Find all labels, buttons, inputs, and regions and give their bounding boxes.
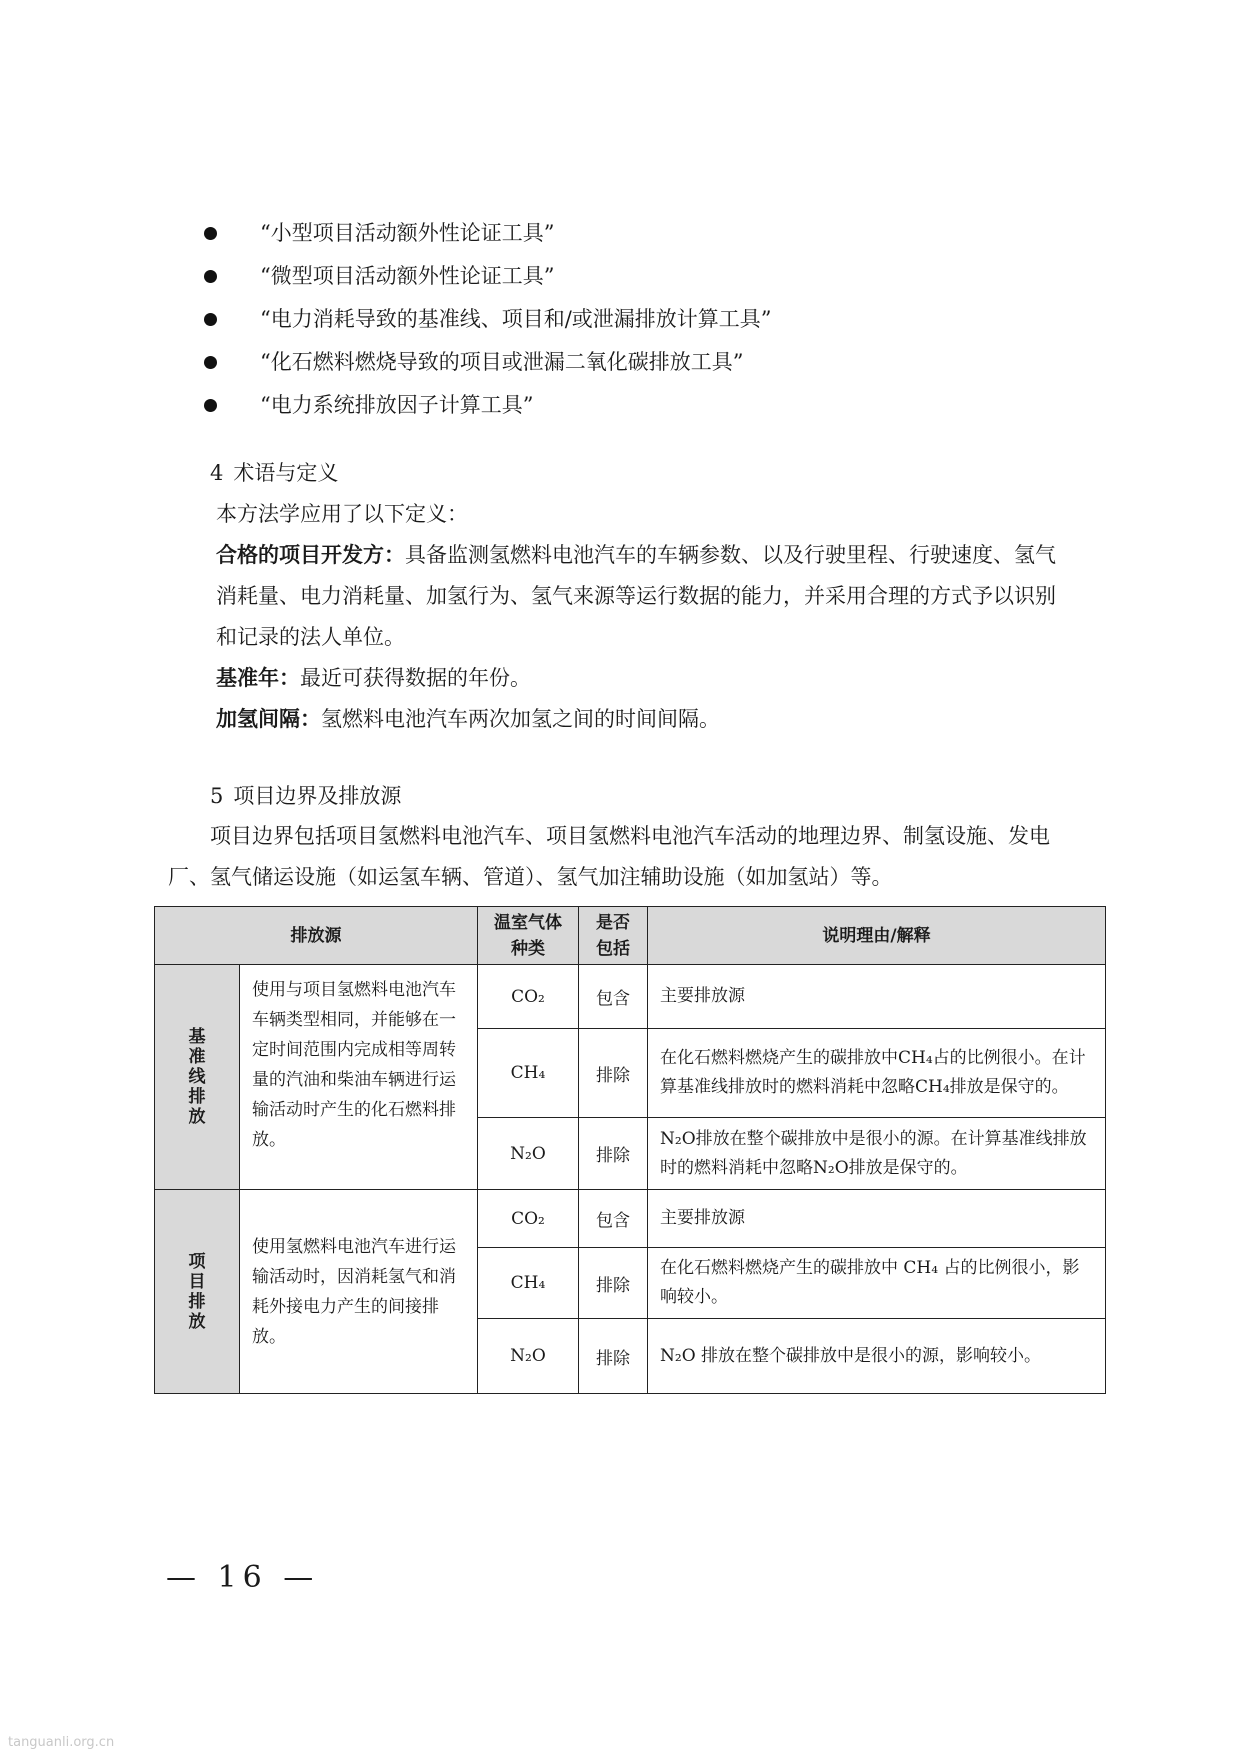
included-cell: 排除	[579, 1118, 648, 1190]
bullet-icon	[204, 270, 217, 283]
section-5-heading: 5 项目边界及排放源	[210, 784, 402, 808]
boundary-paragraph: 项目边界包括项目氢燃料电池汽车、项目氢燃料电池汽车活动的地理边界、制氢设施、发电 厂、氢气储运设施（如运氢车辆、管道）、氢气加注辅助设施（如加氢站）等。	[168, 824, 1050, 889]
gas-cell: N₂O	[478, 1319, 579, 1394]
note-cell: 在化石燃料燃烧产生的碳排放中CH₄占的比例很小。在计算基准线排放时的燃料消耗中忽略CH₄排放是保守的。	[648, 1029, 1106, 1118]
page-number: — 16 —	[166, 1560, 320, 1595]
bullet-icon	[204, 399, 217, 412]
definitions-intro: 本方法学应用了以下定义：	[216, 502, 468, 526]
definition-qualified-developer-cont: 消耗量、电力消耗量、加氢行为、氢气来源等运行数据的能力，并采用合理的方式予以识别	[216, 584, 1056, 608]
gas-cell: N₂O	[478, 1118, 579, 1190]
group-baseline-desc: 使用与项目氢燃料电池汽车车辆类型相同，并能够在一定时间范围内完成相等周转量的汽油和柴油车辆进行运输活动时产生的化石燃料排放。	[240, 965, 478, 1190]
watermark: tanguanli.org.cn	[8, 1735, 115, 1750]
definition-refuel-interval: 加氢间隔：氢燃料电池汽车两次加氢之间的时间间隔。	[216, 707, 720, 731]
note-cell: N₂O 排放在整个碳排放中是很小的源，影响较小。	[648, 1319, 1106, 1394]
list-item: “小型项目活动额外性论证工具”	[204, 212, 1104, 255]
note-cell: 在化石燃料燃烧产生的碳排放中 CH₄ 占的比例很小，影响较小。	[648, 1248, 1106, 1319]
group-project-desc: 使用氢燃料电池汽车进行运输活动时，因消耗氢气和消耗外接电力产生的间接排放。	[240, 1190, 478, 1394]
header-note: 说明理由/解释	[648, 907, 1106, 965]
tool-list	[204, 212, 1104, 427]
gas-cell: CH₄	[478, 1029, 579, 1118]
definition-base-year: 基准年：最近可获得数据的年份。	[216, 666, 531, 690]
definition-qualified-developer: 合格的项目开发方：具备监测氢燃料电池汽车的车辆参数、以及行驶里程、行驶速度、氢气	[216, 543, 1056, 567]
header-gas: 温室气体 种类	[478, 907, 579, 965]
included-cell: 包含	[579, 965, 648, 1029]
gas-cell: CO₂	[478, 1190, 579, 1248]
group-baseline-label: 基准线排放	[155, 965, 240, 1190]
included-cell: 包含	[579, 1190, 648, 1248]
list-item: “电力系统排放因子计算工具”	[204, 384, 1104, 427]
included-cell: 排除	[579, 1319, 648, 1394]
note-cell: 主要排放源	[648, 1190, 1106, 1248]
list-item: “电力消耗导致的基准线、项目和/或泄漏排放计算工具”	[204, 298, 1104, 341]
list-item: “微型项目活动额外性论证工具”	[204, 255, 1104, 298]
header-included: 是否 包括	[579, 907, 648, 965]
gas-cell: CH₄	[478, 1248, 579, 1319]
list-item: “化石燃料燃烧导致的项目或泄漏二氧化碳排放工具”	[204, 341, 1104, 384]
gas-cell: CO₂	[478, 965, 579, 1029]
included-cell: 排除	[579, 1248, 648, 1319]
section-4-heading: 4 术语与定义	[210, 461, 339, 485]
group-project-label: 项目排放	[155, 1190, 240, 1394]
definition-qualified-developer-cont: 和记录的法人单位。	[216, 625, 405, 649]
emission-source-table	[154, 906, 1106, 1394]
bullet-icon	[204, 227, 217, 240]
note-cell: N₂O排放在整个碳排放中是很小的源。在计算基准线排放时的燃料消耗中忽略N₂O排放是保守的。	[648, 1118, 1106, 1190]
table-row	[155, 965, 1106, 1029]
included-cell: 排除	[579, 1029, 648, 1118]
bullet-icon	[204, 356, 217, 369]
note-cell: 主要排放源	[648, 965, 1106, 1029]
header-source: 排放源	[155, 907, 478, 965]
definitions-block	[216, 494, 1116, 740]
table-row	[155, 1190, 1106, 1248]
table-header-row	[155, 907, 1106, 965]
bullet-icon	[204, 313, 217, 326]
